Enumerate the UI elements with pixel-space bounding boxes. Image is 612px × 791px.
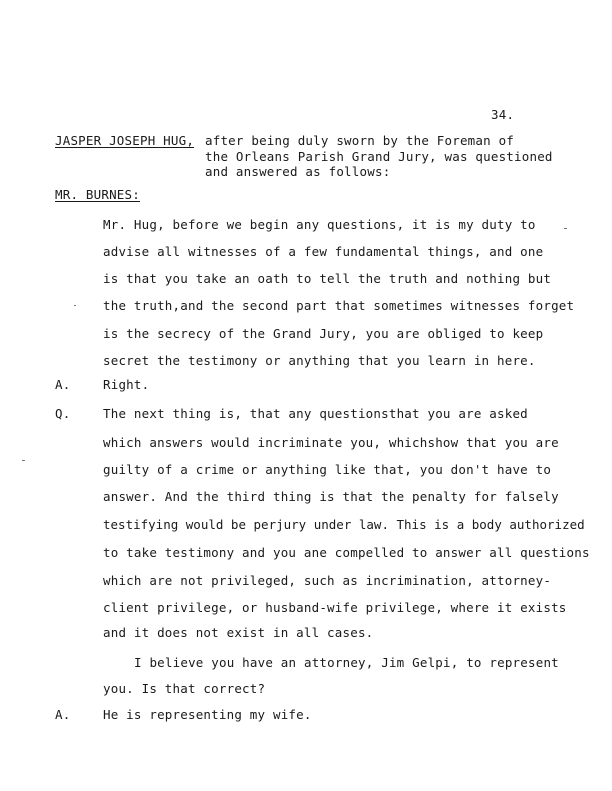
speaker-label: MR. BURNES: bbox=[55, 187, 140, 202]
question-line: and it does not exist in all cases. bbox=[103, 625, 374, 640]
answer-label: A. bbox=[55, 377, 71, 392]
question-line: answer. And the third thing is that the penalty for falsely bbox=[103, 489, 559, 504]
statement-line: is the secrecy of the Grand Jury, you are obliged to keep bbox=[103, 326, 544, 341]
question-line: client privilege, or husband-wife privilege, where it exists bbox=[103, 600, 567, 615]
witness-intro-line: and answered as follows: bbox=[205, 164, 391, 179]
question-label: Q. bbox=[55, 406, 71, 421]
statement-line: is that you take an oath to tell the truth and nothing but bbox=[103, 271, 552, 286]
witness-intro-line: the Orleans Parish Grand Jury, was questioned bbox=[205, 149, 553, 164]
question-line: The next thing is, that any questionsthat you are asked bbox=[103, 406, 528, 421]
statement-line: Mr. Hug, before we begin any questions, it is my duty to bbox=[103, 217, 536, 232]
witness-name: JASPER JOSEPH HUG, bbox=[55, 133, 195, 148]
answer-label: A. bbox=[55, 707, 71, 722]
scan-speck bbox=[74, 305, 76, 306]
scan-speck bbox=[564, 228, 567, 229]
answer-text: He is representing my wife. bbox=[103, 707, 312, 722]
question-line: guilty of a crime or anything like that, you don't have to bbox=[103, 462, 552, 477]
answer-text: Right. bbox=[103, 377, 150, 392]
statement-line: advise all witnesses of a few fundamental things, and one bbox=[103, 244, 544, 259]
page-number: 34. bbox=[491, 107, 515, 122]
question-line: which are not privileged, such as incrimination, attorney- bbox=[103, 573, 552, 588]
scan-speck bbox=[22, 460, 25, 461]
question-line: to take testimony and you ane compelled to answer all questions bbox=[103, 545, 590, 560]
statement-line: you. Is that correct? bbox=[103, 681, 266, 696]
question-line: which answers would incriminate you, whichshow that you are bbox=[103, 435, 559, 450]
statement-line: the truth,and the second part that sometimes witnesses forget bbox=[103, 298, 575, 313]
statement-line: I believe you have an attorney, Jim Gelpi, to represent bbox=[134, 655, 559, 670]
question-line: testifying would be perjury under law. This is a body authorized bbox=[103, 517, 585, 532]
statement-line: secret the testimony or anything that you learn in here. bbox=[103, 353, 536, 368]
witness-intro-line: after being duly sworn by the Foreman of bbox=[205, 133, 515, 148]
